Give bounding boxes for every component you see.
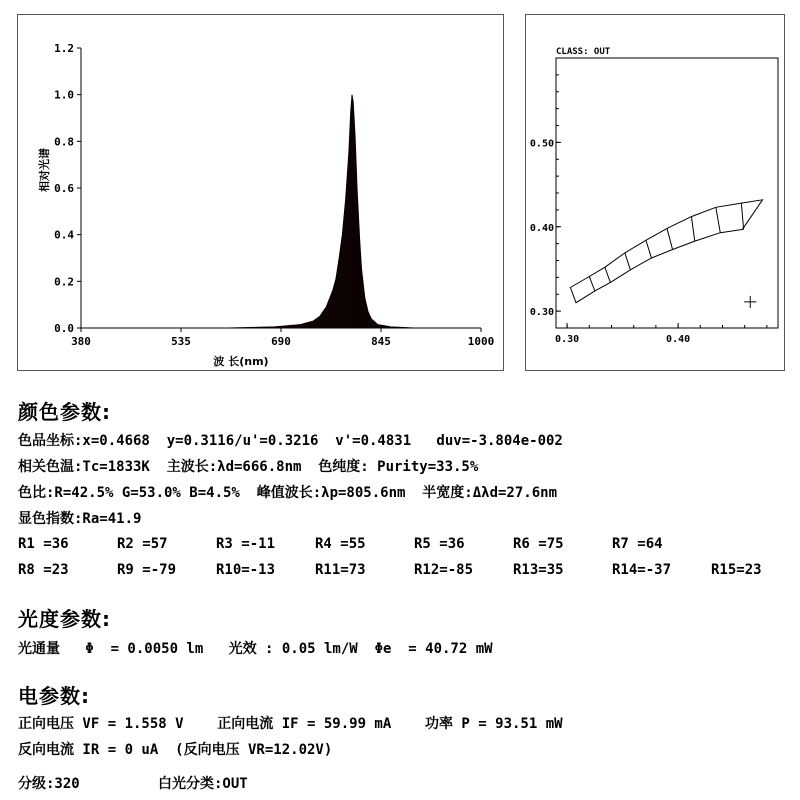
- y-tick-label: 0.50: [529, 138, 554, 150]
- ra-line: 显色指数:Ra=41.9: [18, 511, 142, 527]
- y-tick-label: 1.2: [54, 42, 74, 55]
- white-class-label: 白光分类:OUT: [158, 776, 248, 792]
- y-tick-label: 0.4: [54, 228, 74, 242]
- bin-divider: [691, 217, 694, 241]
- cri-value: R6 =75: [513, 536, 564, 552]
- cct-line: 相关色温:Tc=1833K 主波长:λd=666.8nm 色纯度: Purity=33.5%: [18, 459, 479, 475]
- y-tick-label: 0.40: [529, 222, 554, 234]
- y-tick-label: 0.8: [54, 135, 74, 149]
- y-tick-label: 0.0: [54, 322, 74, 335]
- y-tick-label: 1.0: [54, 88, 74, 102]
- spectrum-series: [81, 95, 481, 328]
- x-tick-label: 690: [271, 335, 291, 348]
- electrical-title: 电参数:: [18, 684, 90, 708]
- x-tick-label: 845: [371, 335, 391, 348]
- y-axis-label: 相对光谱: [38, 148, 51, 192]
- cri-value: R3 =-11: [216, 536, 276, 552]
- cri-value: R5 =36: [414, 536, 465, 552]
- x-tick-label: 0.40: [666, 334, 691, 345]
- bin-region-outline: [570, 200, 762, 303]
- forward-line: 正向电压 VF = 1.558 V 正向电流 IF = 59.99 mA 功率 P = 93.51 mW: [18, 716, 563, 732]
- flux-line: 光通量 Φ = 0.0050 lm 光效 : 0.05 lm/W Φe = 40.72 mW: [18, 641, 493, 657]
- spectrum-chart: [18, 15, 503, 370]
- cie-title: CLASS: OUT: [556, 47, 611, 57]
- x-tick-label: 535: [171, 335, 191, 348]
- cri-value: R13=35: [513, 562, 564, 578]
- cri-value: R11=73: [315, 562, 366, 578]
- cri-value: R12=-85: [414, 562, 474, 578]
- cri-value: R10=-13: [216, 562, 276, 578]
- cri-value: R9 =-79: [117, 562, 177, 578]
- bin-divider: [625, 253, 631, 270]
- cie-chart: [526, 15, 784, 370]
- cie-chart-panel: [525, 14, 785, 371]
- reverse-line: 反向电流 IR = 0 uA (反向电压 VR=12.02V): [18, 742, 333, 758]
- cri-value: R14=-37: [612, 562, 672, 578]
- x-tick-label: 1000: [467, 335, 495, 348]
- photometric-title: 光度参数:: [18, 607, 111, 631]
- color-params-title: 颜色参数:: [18, 400, 111, 424]
- x-tick-label: 0.30: [555, 334, 580, 345]
- cri-value: R1 =36: [18, 536, 69, 552]
- bin-divider: [589, 277, 595, 291]
- cri-value: R15=23: [711, 562, 762, 578]
- cri-value: R7 =64: [612, 536, 663, 552]
- bin-divider: [605, 267, 611, 282]
- bin-divider: [716, 207, 720, 232]
- y-tick-label: 0.30: [529, 307, 554, 319]
- bin-divider: [741, 203, 743, 229]
- bin-divider: [646, 240, 652, 258]
- cri-value: R8 =23: [18, 562, 69, 578]
- x-axis-label: 波 长(nm): [213, 355, 269, 368]
- chromaticity-line: 色品坐标:x=0.4668 y=0.3116/u'=0.3216 v'=0.4831 duv=-3.804e-002: [18, 433, 563, 449]
- y-tick-label: 0.2: [54, 275, 74, 289]
- cri-value: R4 =55: [315, 536, 366, 552]
- bin-divider: [667, 228, 673, 249]
- color-ratio-line: 色比:R=42.5% G=53.0% B=4.5% 峰值波长:λp=805.6nm 半宽度:Δλd=27.6nm: [18, 485, 558, 501]
- bin-label: 分级:320: [18, 776, 80, 792]
- y-tick-label: 0.6: [54, 182, 74, 195]
- plot-frame: [556, 58, 778, 328]
- spectrum-chart-panel: [17, 14, 504, 371]
- cri-value: R2 =57: [117, 536, 168, 552]
- x-tick-label: 380: [71, 335, 91, 348]
